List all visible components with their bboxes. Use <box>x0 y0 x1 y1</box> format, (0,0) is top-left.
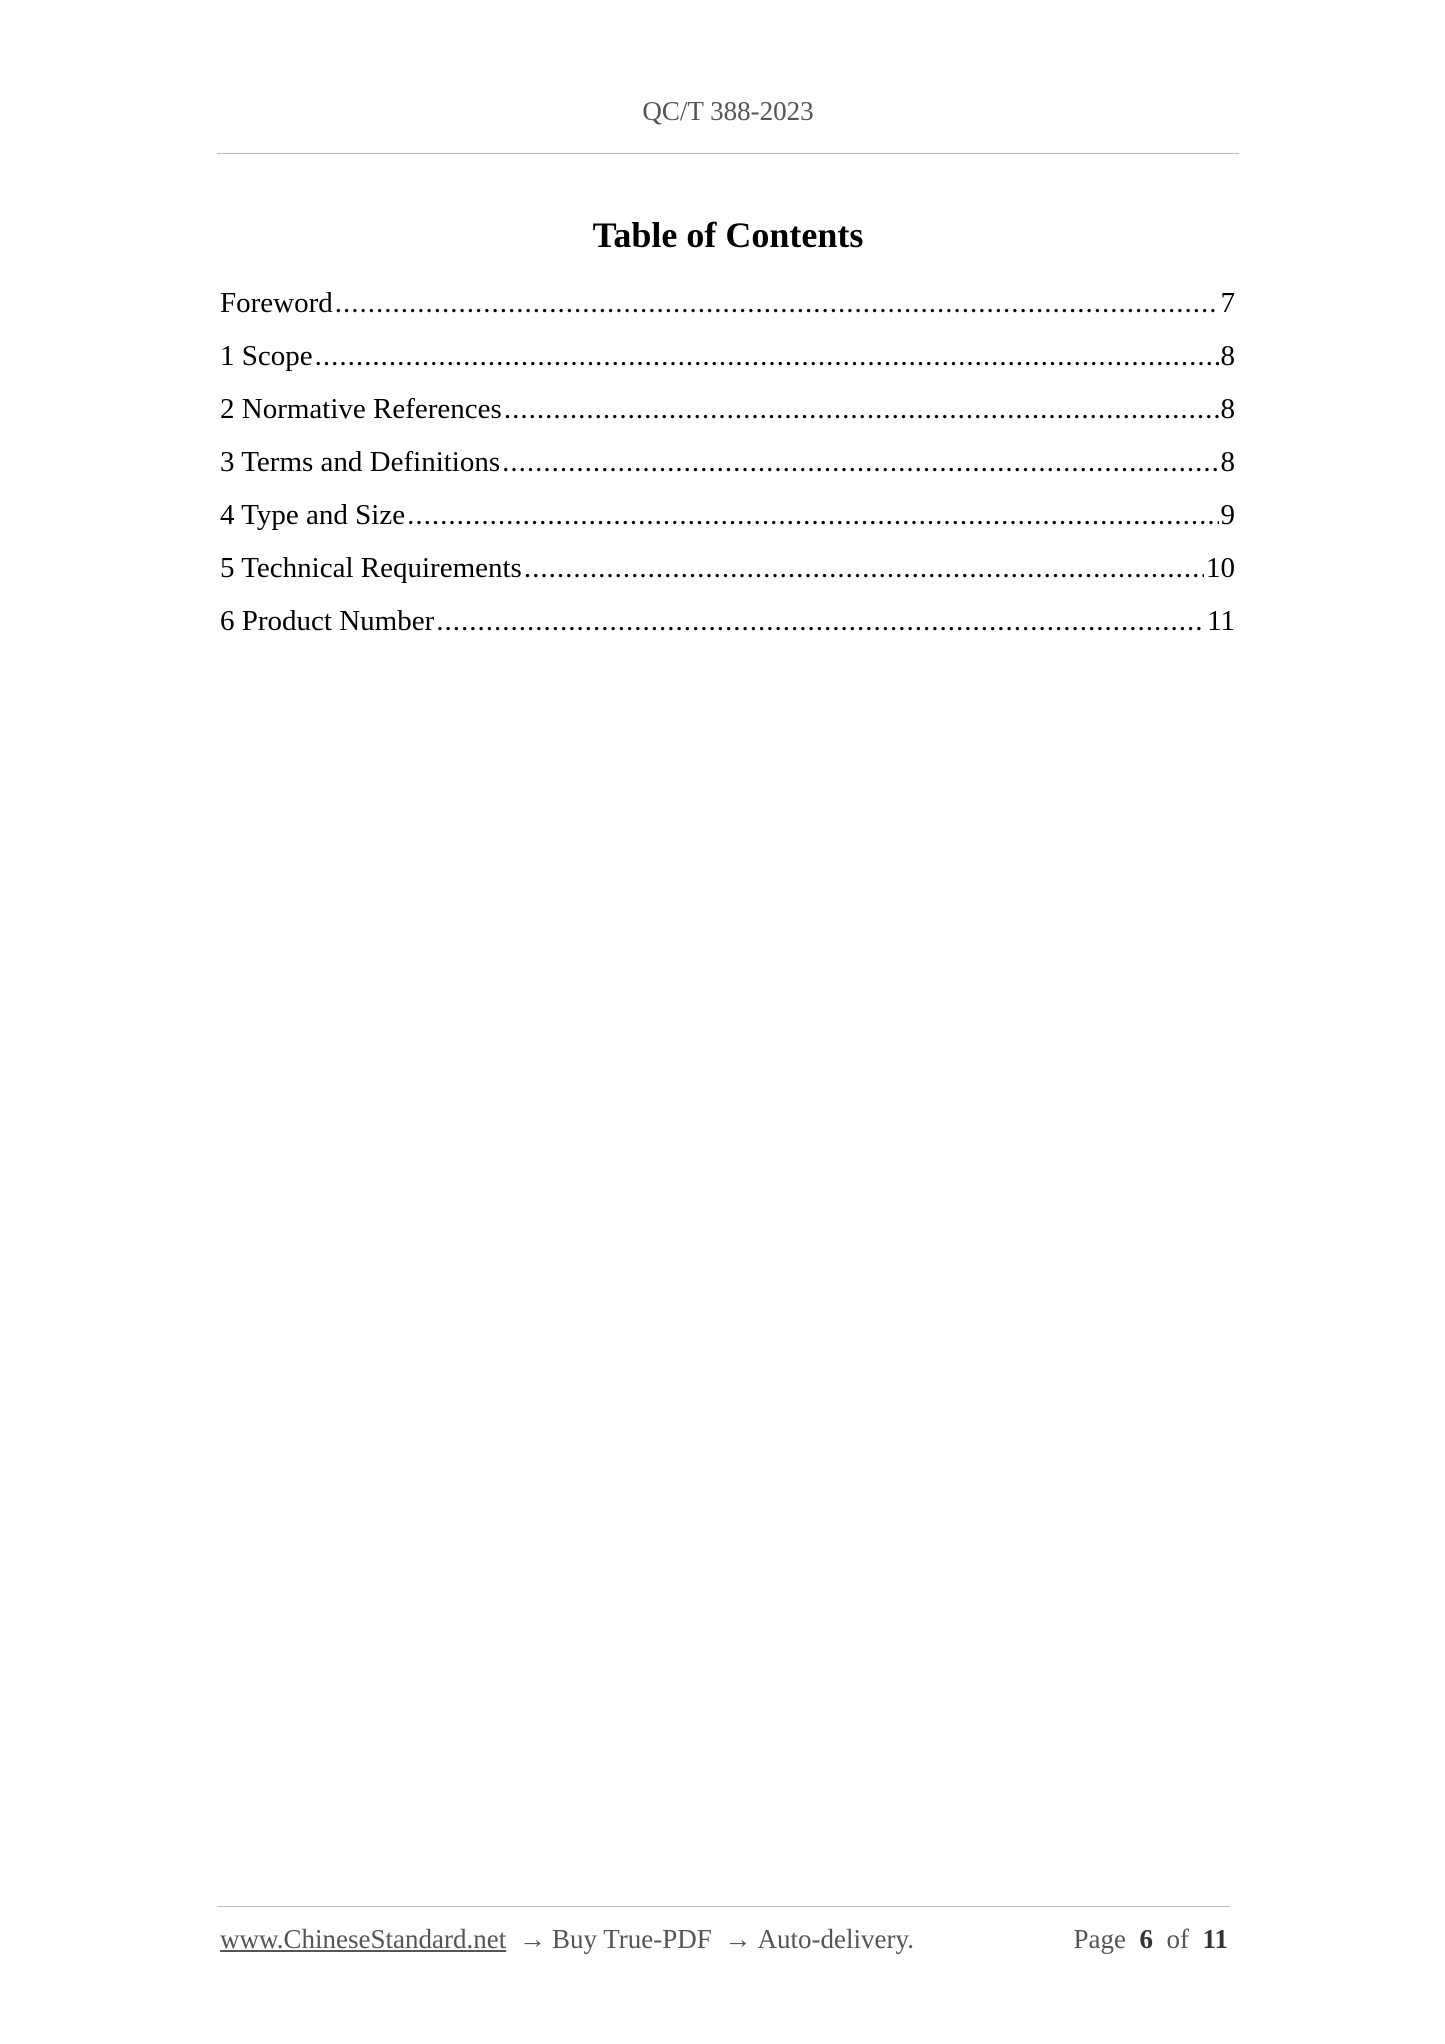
toc-dot-leader <box>524 552 1204 585</box>
auto-delivery-text: Auto-delivery. <box>757 1924 914 1954</box>
arrow-right-icon: → <box>724 1924 752 1954</box>
current-page-number: 6 <box>1139 1924 1153 1954</box>
toc-entry-page: 8 <box>1220 446 1235 478</box>
toc-entry-label: 1 Scope <box>220 340 313 372</box>
toc-entry-foreword[interactable] <box>220 287 1235 340</box>
toc-entry-label: 2 Normative References <box>220 393 502 425</box>
toc-dot-leader <box>315 340 1219 373</box>
toc-entry-page: 11 <box>1207 605 1235 637</box>
toc-entry-page: 8 <box>1220 340 1235 372</box>
toc-entry-label: 3 Terms and Definitions <box>220 446 501 478</box>
toc-entry-technical-requirements[interactable] <box>220 552 1235 605</box>
arrow-right-icon: → <box>518 1924 546 1954</box>
toc-title: Table of Contents <box>592 215 864 255</box>
toc-entry-scope[interactable] <box>220 340 1235 393</box>
toc-dot-leader <box>504 393 1219 426</box>
page-number <box>1074 1926 1229 1953</box>
page-word: Page <box>1073 1924 1126 1954</box>
toc-dot-leader <box>502 446 1218 479</box>
toc-entry-page: 7 <box>1220 287 1235 319</box>
document-id-header: QC/T 388-2023 <box>642 96 814 126</box>
toc-entry-terms-and-definitions[interactable] <box>220 446 1235 499</box>
toc-entry-product-number[interactable] <box>220 605 1235 658</box>
footer-promo <box>220 1926 914 1953</box>
buy-pdf-text: Buy True-PDF <box>551 1924 712 1954</box>
toc-dot-leader <box>436 605 1205 638</box>
toc-list <box>220 287 1235 658</box>
toc-entry-page: 9 <box>1220 499 1235 531</box>
toc-entry-label: 6 Product Number <box>220 605 435 637</box>
total-pages-number: 11 <box>1202 1924 1228 1954</box>
toc-entry-type-and-size[interactable] <box>220 499 1235 552</box>
toc-entry-page: 8 <box>1220 393 1235 425</box>
toc-entry-normative-references[interactable] <box>220 393 1235 446</box>
toc-dot-leader <box>335 287 1219 320</box>
toc-entry-label: Foreword <box>220 287 333 319</box>
toc-entry-page: 10 <box>1206 552 1235 584</box>
of-word: of <box>1166 1924 1189 1954</box>
toc-dot-leader <box>407 499 1218 532</box>
toc-entry-label: 5 Technical Requirements <box>220 552 522 584</box>
header-divider <box>217 153 1239 154</box>
site-link[interactable]: www.ChineseStandard.net <box>220 1924 507 1954</box>
footer-divider <box>217 1906 1230 1907</box>
toc-entry-label: 4 Type and Size <box>220 499 406 531</box>
